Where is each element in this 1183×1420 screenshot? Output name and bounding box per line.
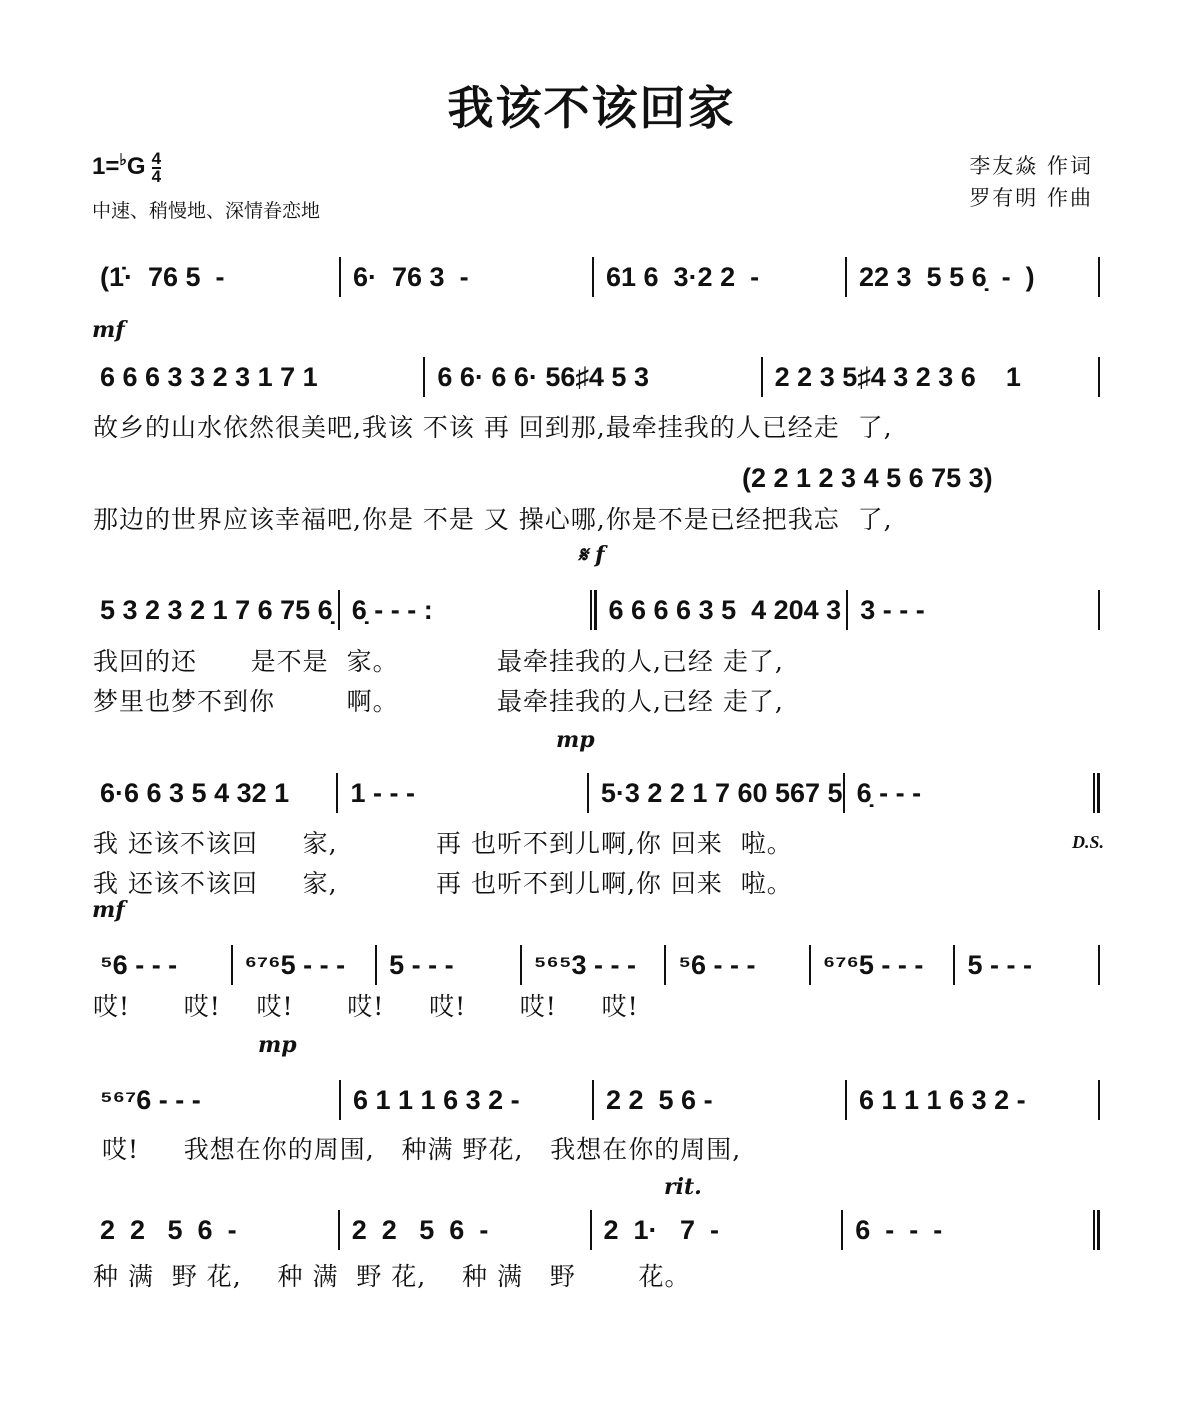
notation-row [88, 257, 1100, 297]
lyric-line: 那边的世界应该幸福吧,你是 不是 又 操心哪,你是不是已经把我忘 了, [93, 505, 893, 534]
measure: ⁵6 - - - [678, 949, 756, 980]
measure: 5·3 2 2 1 7 60 567 5 [600, 777, 843, 808]
measure: 3 - - - [860, 594, 925, 625]
measure: 6 6· 6 6· 56♯4 5 3 [437, 361, 649, 392]
dynamic-marking: mp [258, 1032, 297, 1058]
measure: 5 - - - [967, 949, 1032, 980]
measure: 6 - - - [855, 1214, 943, 1245]
measure: 2 2 5 6 - [351, 1214, 489, 1245]
barline [1098, 590, 1100, 630]
notation-row [88, 357, 1100, 397]
time-top: 4 [151, 148, 162, 168]
barline [1098, 945, 1100, 985]
measure: 6·6 6 3 5 4 32 1 [100, 777, 290, 808]
barline [1098, 357, 1100, 397]
dal-segno-marking: D.S. [1072, 832, 1105, 852]
measure: 5 3 2 3 2 1 7 6 75 6̣ [100, 594, 333, 625]
measure: (2 2 1 2 3 4 5 6 75 3) [742, 462, 993, 493]
key-signature [92, 150, 161, 185]
flat-sign: ♭ [119, 152, 127, 169]
lyric-line: 故乡的山水依然很美吧,我该 不该 再 回到那,最牵挂我的人已经走 了, [93, 413, 893, 442]
measure: 6̣ - - - : [351, 594, 433, 625]
measure: 2 2 3 5♯4 3 2 3 6 1 [774, 361, 1021, 392]
measure: 6 6 6 6 3 5 4 204 3 [608, 594, 842, 625]
composer: 罗有明 作曲 [969, 186, 1093, 210]
measure: 2 2 5 6 - [606, 1084, 713, 1115]
notation-row [88, 1080, 1100, 1120]
measure: ⁵6 - - - [100, 949, 178, 980]
dynamic-marking: 𝄋 f [578, 542, 605, 568]
key-note: G [126, 153, 146, 180]
notation-row [88, 945, 1100, 985]
dynamic-marking: mf [92, 897, 125, 923]
dynamic-marking: mp [556, 727, 595, 753]
barline [1093, 773, 1100, 813]
measure: 5 - - - [389, 949, 454, 980]
time-bottom: 4 [151, 166, 162, 186]
dynamic-marking: rit. [664, 1174, 702, 1200]
barline [1098, 257, 1100, 297]
notation-row [88, 1210, 1100, 1250]
measure: (1̇· 76 5 - [100, 261, 225, 292]
lyric-line: 哎! 哎! 哎! 哎! 哎! 哎! 哎! [93, 992, 639, 1021]
measure: ⁶⁷⁶5 - - - [822, 949, 924, 980]
measure: ⁵⁶⁷6 - - - [100, 1084, 201, 1115]
lyric-line: 种 满 野 花, 种 满 野 花, 种 满 野 花。 [93, 1262, 691, 1291]
measure: 1 - - - [350, 777, 415, 808]
measure: 6 1 1 1 6 3 2 - [353, 1084, 520, 1115]
notation-row [88, 590, 1100, 630]
barline [590, 590, 597, 630]
lyric-line: 我 还该不该回 家, 再 也听不到儿啊,你 回来 啦。 [93, 829, 793, 858]
measure: 6· 76 3 - [353, 261, 469, 292]
notation-row [88, 773, 1100, 813]
time-signature [151, 148, 162, 186]
barline [1098, 1080, 1100, 1120]
measure: 22 3 5 5 6̣ - ) [859, 261, 1035, 292]
tempo-marking: 中速、稍慢地、深情眷恋地 [92, 200, 321, 222]
measure: ⁶⁷⁶5 - - - [244, 949, 346, 980]
measure: 6 1 1 1 6 3 2 - [859, 1084, 1026, 1115]
key-prefix: 1= [92, 153, 120, 180]
measure: 2 2 5 6 - [100, 1214, 237, 1245]
measure: 6̣ - - - [856, 777, 922, 808]
lyric-line: 我回的还 是不是 家。 最牵挂我的人,已经 走了, [93, 647, 784, 676]
barline [1093, 1210, 1100, 1250]
dynamic-marking: mf [92, 317, 125, 343]
measure: 6 6 6 3 3 2 3 1 7 1 [100, 361, 318, 392]
lyric-line: 哎! 我想在你的周围, 种满 野花, 我想在你的周围, [93, 1135, 742, 1164]
measure: 61 6 3·2 2 - [606, 261, 760, 292]
lyricist: 李友焱 作词 [969, 154, 1093, 178]
lyric-line: 我 还该不该回 家, 再 也听不到儿啊,你 回来 啦。 [93, 869, 793, 898]
measure: ⁵⁶⁵3 - - - [533, 949, 637, 980]
measure: 2 1· 7 - [603, 1214, 720, 1245]
notation-row [730, 458, 1100, 498]
song-title: 我该不该回家 [447, 81, 736, 135]
lyric-line: 梦里也梦不到你 啊。 最牵挂我的人,已经 走了, [93, 687, 784, 716]
